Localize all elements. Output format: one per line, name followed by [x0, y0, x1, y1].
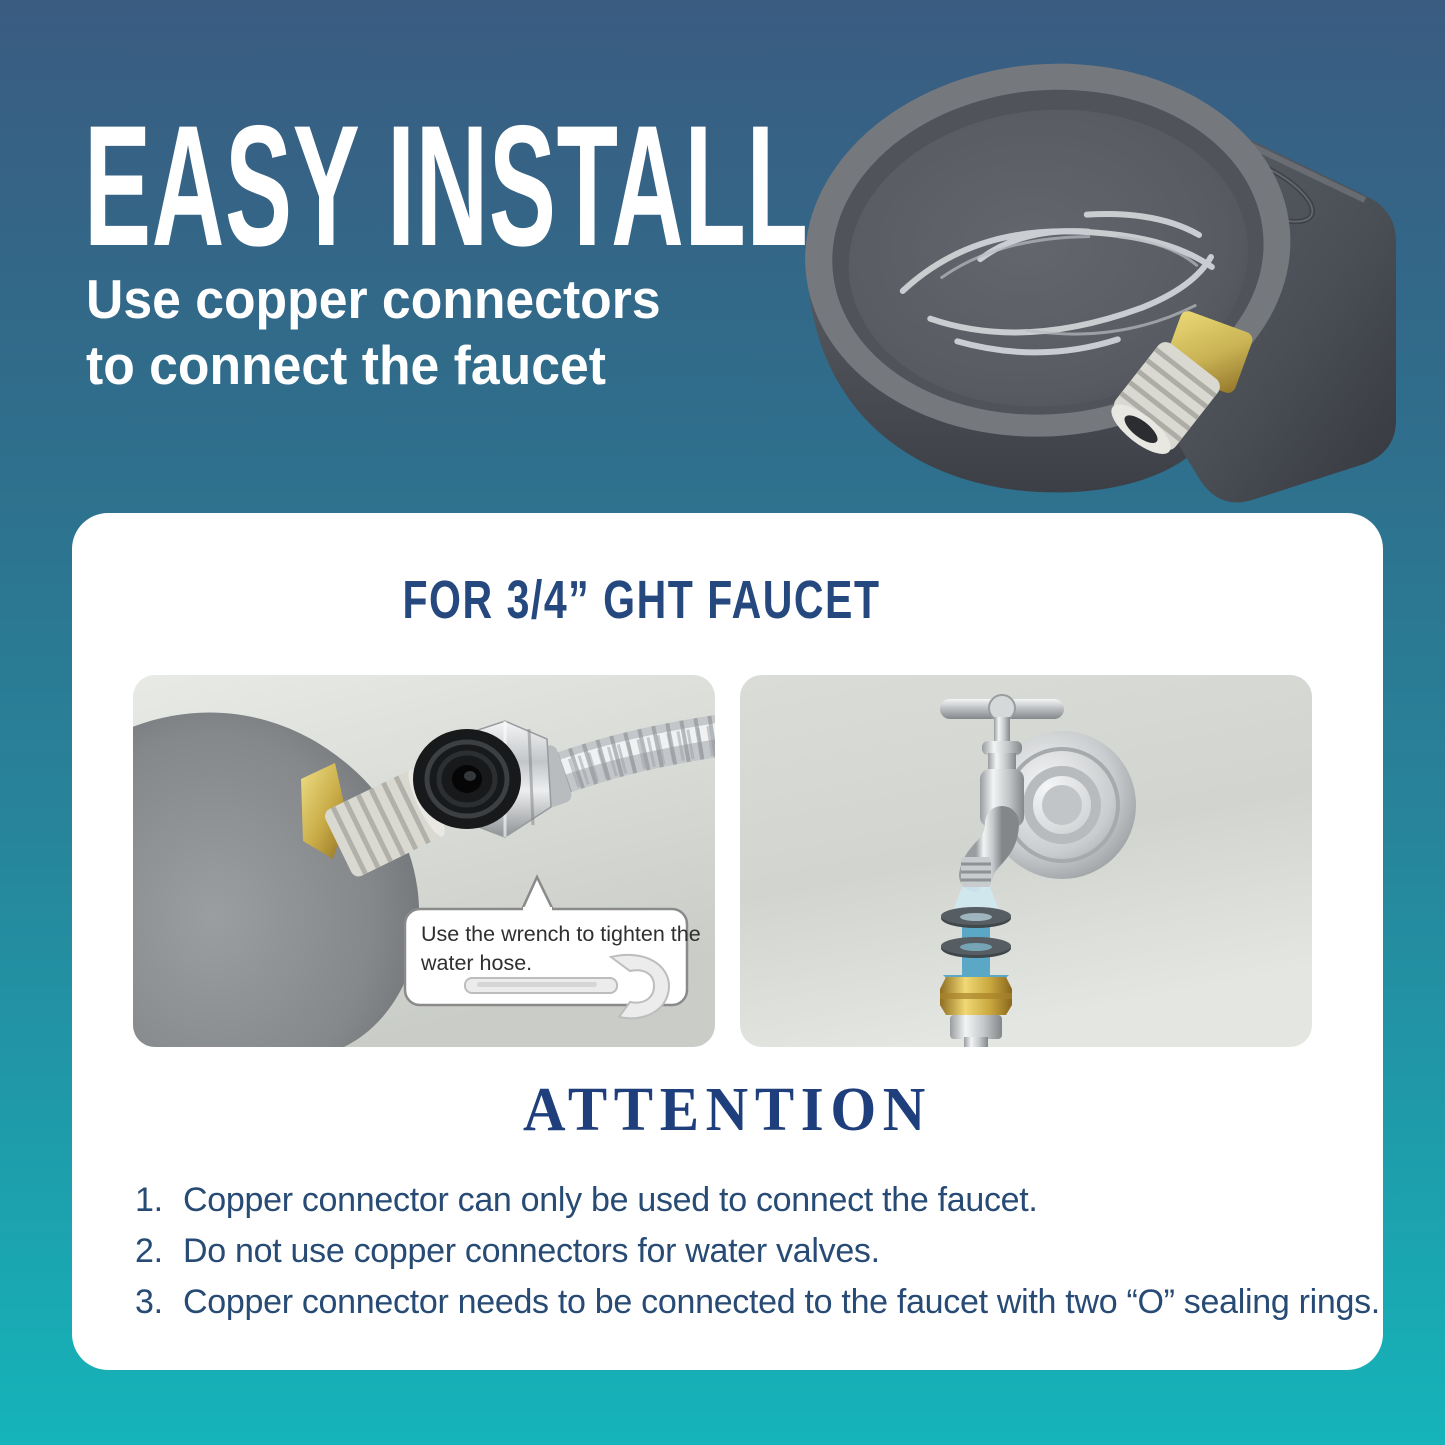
- attention-item: [135, 1226, 1380, 1277]
- attention-title: ATTENTION: [523, 1076, 932, 1144]
- faucet-install-photo: [740, 675, 1312, 1047]
- instruction-card: [72, 513, 1383, 1370]
- page-subtitle: [86, 266, 661, 398]
- item-number: 3.: [135, 1283, 163, 1321]
- section-title: FOR 3/4” GHT FAUCET: [402, 570, 881, 630]
- copper-connector: [940, 977, 1012, 1047]
- item-number: 1.: [135, 1181, 163, 1219]
- item-text: Copper connector can only be used to connect the faucet.: [183, 1181, 1038, 1219]
- page-title: EASY INSTALL: [84, 90, 809, 282]
- attention-item: [135, 1175, 1380, 1226]
- connector-hose-photo: [133, 675, 715, 1047]
- subtitle-line-1: Use copper connectors: [86, 268, 661, 330]
- photo-row: [72, 675, 1383, 1047]
- attention-list: [135, 1175, 1380, 1328]
- pet-waterer-render: [790, 28, 1438, 528]
- callout-text-line-2: water hose.: [421, 951, 533, 975]
- item-number: 2.: [135, 1232, 163, 1270]
- o-ring-1: [941, 907, 1011, 928]
- callout-text-line-1: Use the wrench to tighten the: [421, 922, 701, 946]
- attention-item: [135, 1277, 1380, 1328]
- o-ring-2: [941, 937, 1011, 958]
- item-text: Do not use copper connectors for water valves.: [183, 1232, 880, 1270]
- subtitle-line-2: to connect the faucet: [86, 334, 606, 396]
- item-text: Copper connector needs to be connected to the faucet with two “O” sealing rings.: [183, 1283, 1380, 1321]
